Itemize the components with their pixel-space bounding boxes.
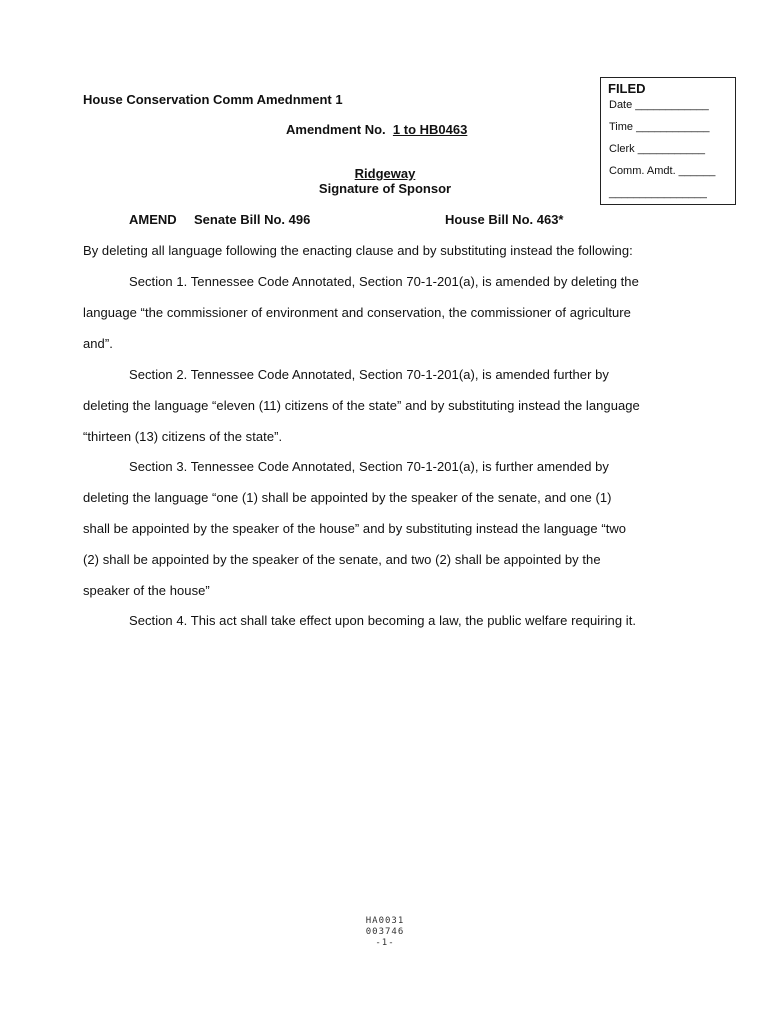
committee-title: House Conservation Comm Amednment 1	[83, 92, 343, 107]
sponsor-caption: Signature of Sponsor	[318, 181, 452, 196]
house-bill-number: House Bill No. 463*	[445, 212, 564, 227]
section-2-line-3: “thirteen (13) citizens of the state”.	[83, 429, 283, 444]
filed-time-line: Time ____________	[609, 121, 710, 133]
section-1-line-1: Section 1. Tennessee Code Annotated, Section 70-1-201(a), is amended by deleting the	[129, 274, 639, 289]
amendment-number: 1 to HB0463	[392, 122, 468, 137]
amendment-line	[286, 122, 467, 137]
sponsor-name: Ridgeway	[354, 166, 416, 181]
filed-title: FILED	[608, 81, 646, 96]
section-1-line-3: and”.	[83, 336, 113, 351]
filed-comm-amdt-line: Comm. Amdt. ______	[609, 165, 716, 177]
filed-stamp-box	[600, 77, 736, 205]
section-3-line-2: deleting the language “one (1) shall be appointed by the speaker of the senate, and one (1)	[83, 490, 612, 505]
senate-bill-number: Senate Bill No. 496	[194, 212, 311, 227]
filed-clerk-line: Clerk ___________	[609, 143, 706, 155]
intro-paragraph: By deleting all language following the enacting clause and by substituting instead the following:	[83, 243, 633, 258]
section-3-line-4: (2) shall be appointed by the speaker of the senate, and two (2) shall be appointed by the	[83, 552, 601, 567]
page-number: -1-	[375, 938, 395, 948]
section-4-line-1: Section 4. This act shall take effect upon becoming a law, the public welfare requiring it.	[129, 613, 637, 628]
filed-blank-line: ________________	[609, 187, 707, 199]
filed-date-line: Date ____________	[609, 99, 709, 111]
section-2-line-2: deleting the language “eleven (11) citizens of the state” and by substituting instead the language	[83, 398, 640, 413]
section-3-line-3: shall be appointed by the speaker of the house” and by substituting instead the language “two	[83, 521, 627, 536]
section-3-line-5: speaker of the house”	[83, 583, 210, 598]
amend-label: AMEND	[129, 212, 177, 227]
section-3-line-1: Section 3. Tennessee Code Annotated, Section 70-1-201(a), is further amended by	[129, 459, 609, 474]
section-2-line-1: Section 2. Tennessee Code Annotated, Section 70-1-201(a), is amended further by	[129, 367, 609, 382]
footer-code-1: HA0031	[365, 916, 405, 926]
amendment-prefix: Amendment No.	[286, 122, 386, 137]
section-1-line-2: language “the commissioner of environment and conservation, the commissioner of agriculture	[83, 305, 631, 320]
footer-code-2: 003746	[365, 927, 405, 937]
